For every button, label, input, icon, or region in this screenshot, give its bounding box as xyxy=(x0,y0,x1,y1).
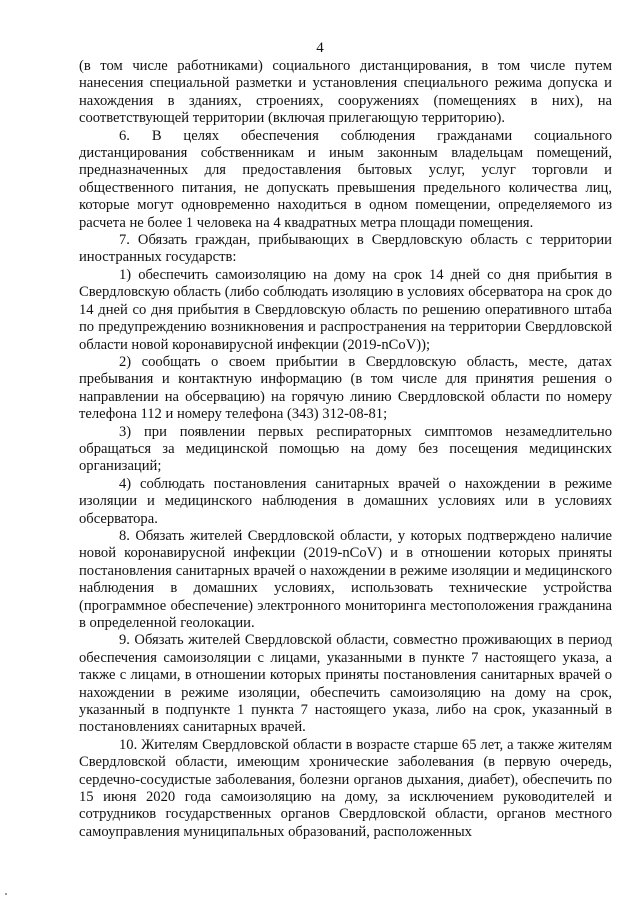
paragraph-item-6: 6. В целях обеспечения соблюдения гражданами социального дистанцирования собственникам и иным законным владельцам помещений, предназначенных для предоставления бытовых услуг, услуг торговли и общественного питания, не допускать превышения предельного количества лиц, которые могут одновременно находиться в одном помещении, определяемого из расчета не более 1 человека на 4 квадратных метра площади помещения. xyxy=(79,127,612,231)
paragraph-item-7-2: 2) сообщать о своем прибытии в Свердловскую область, месте, датах пребывания и контактную информацию (в том числе для принятия решения о направлении на обсервацию) на горячую линию Свердловской области по номеру телефона 112 и номеру телефона (343) 312-08-81; xyxy=(79,353,612,423)
page-number: 4 xyxy=(316,40,324,56)
paragraph-item-7-1: 1) обеспечить самоизоляцию на дому на срок 14 дней со дня прибытия в Свердловскую область (либо соблюдать изоляцию в условиях обсерватора на срок до 14 дней со дня прибытия в Свердловскую область по решению оперативного штаба по предупреждению возникновения и распространения на территории Свердловской области новой коронавирусной инфекции (2019-nCoV)); xyxy=(79,266,612,353)
paragraph-item-7-3: 3) при появлении первых респираторных симптомов незамедлительно обращаться за медицинской помощью на дому без посещения медицинских организаций; xyxy=(79,423,612,475)
paragraph-item-8: 8. Обязать жителей Свердловской области, у которых подтверждено наличие новой коронавирусной инфекции (2019-nCoV) и в отношении которых приняты постановления санитарных врачей о нахождении в режиме изоляции и медицинского наблюдения в домашних условиях, использовать технические устройства (программное обеспечение) электронного мониторинга местоположения гражданина в определенной геолокации. xyxy=(79,527,612,631)
scan-artifact xyxy=(5,893,7,895)
paragraph-item-9: 9. Обязать жителей Свердловской области, совместно проживающих в период обеспечения самоизоляции с лицами, указанными в пункте 7 настоящего указа, а также с лицами, в отношении которых приняты постановления санитарных врачей о нахождении в режиме изоляции, обеспечить самоизоляцию на дому на срок, указанный в подпункте 1 пункта 7 настоящего указа, либо на срок, указанный в постановлениях санитарных врачей. xyxy=(79,632,612,736)
document-body xyxy=(79,58,612,841)
paragraph-item-7-4: 4) соблюдать постановления санитарных врачей о нахождении в режиме изоляции и медицинского наблюдения в домашних условиях или в условиях обсерватора. xyxy=(79,475,612,527)
paragraph-item-7: 7. Обязать граждан, прибывающих в Свердловскую область с территории иностранных государств: xyxy=(79,232,612,266)
paragraph-continuation: (в том числе работниками) социального дистанцирования, в том числе путем нанесения специальной разметки и установления специального режима допуска и нахождения в зданиях, строениях, сооружениях (помещениях в них), на соответствующей территории (включая прилегающую территорию). xyxy=(79,58,612,127)
paragraph-item-10: 10. Жителям Свердловской области в возрасте старше 65 лет, а также жителям Свердловской области, имеющим хронические заболевания (в первую очередь, сердечно-сосудистые заболевания, болезни органов дыхания, диабет), обеспечить по 15 июня 2020 года самоизоляцию на дому, за исключением руководителей и сотрудников государственных органов Свердловской области, органов местного самоуправления муниципальных образований, расположенных xyxy=(79,736,612,840)
